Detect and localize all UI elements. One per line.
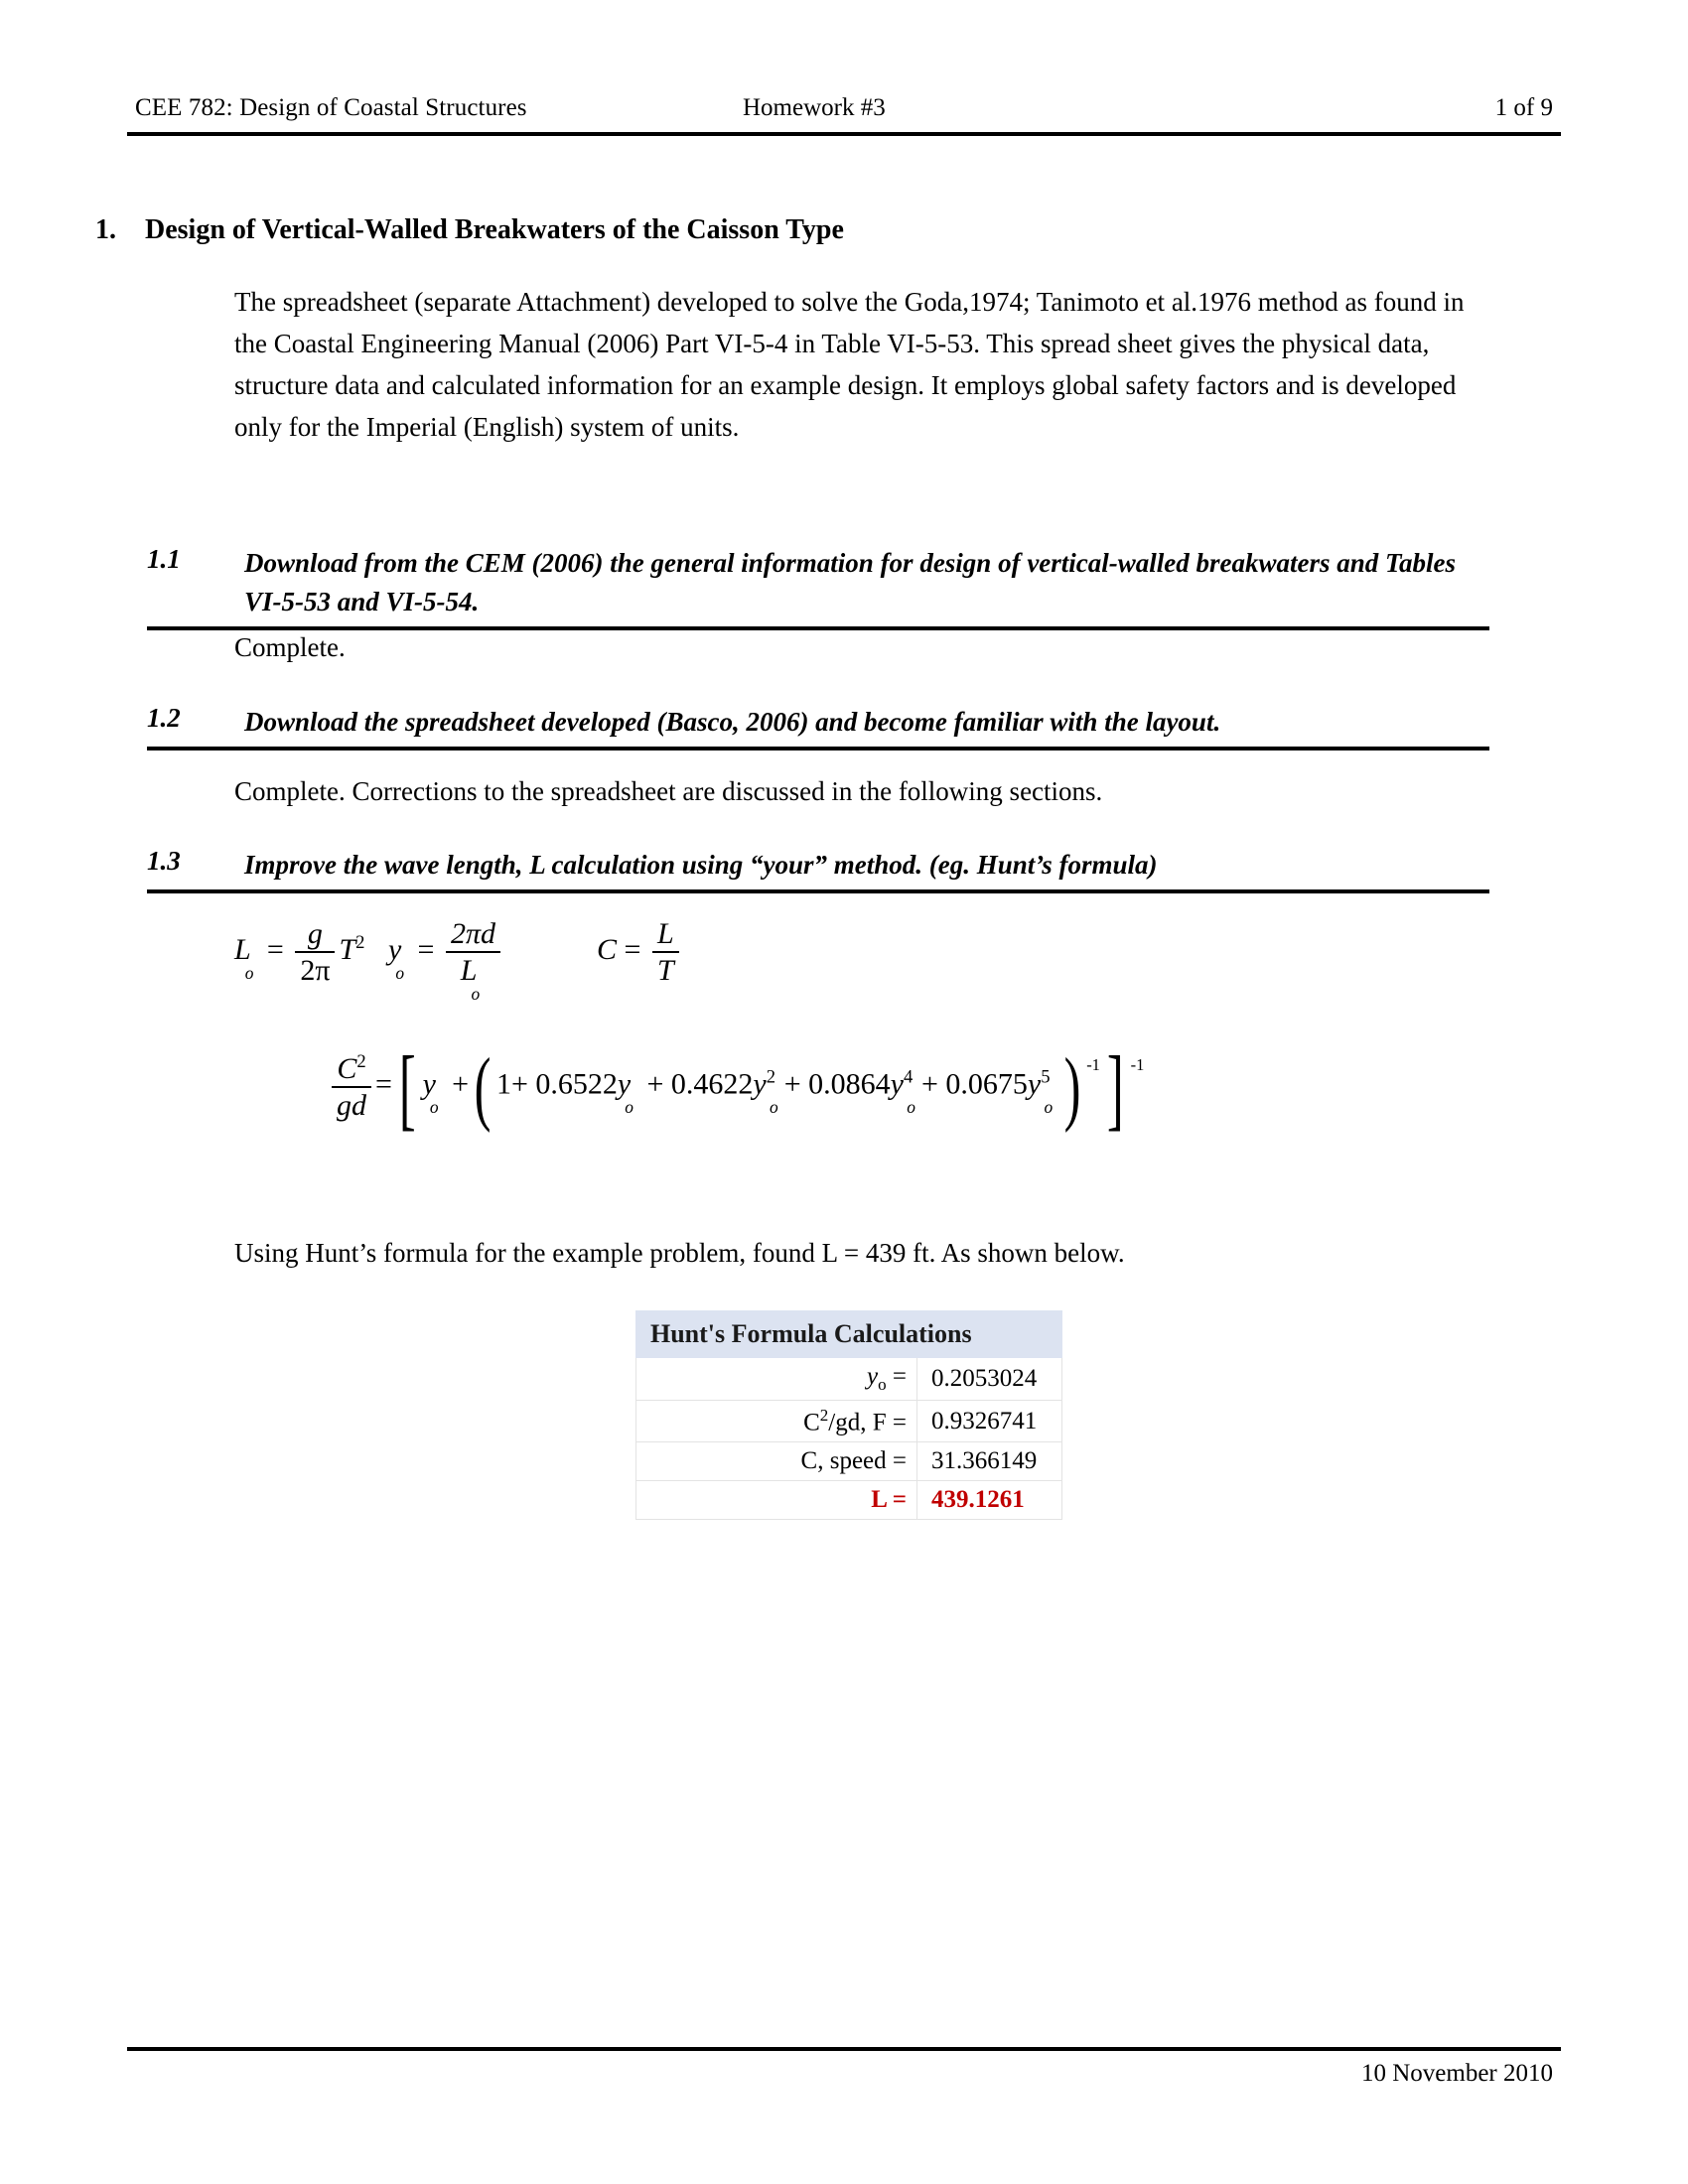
hunt-y-subscript: o <box>429 1097 439 1118</box>
hunt-term3-subscript: o <box>907 1097 915 1118</box>
calc-row-value-speed: 31.366149 <box>917 1442 1062 1481</box>
equation-wave-celerity <box>597 918 683 986</box>
eq2-frac-numerator: 2πd <box>446 918 500 953</box>
calc-row-label-speed: C, speed = <box>636 1442 917 1481</box>
equation-hunts-formula <box>328 1036 1145 1201</box>
eq1-frac-numerator: g <box>295 918 335 953</box>
hunt-term1-var: y <box>617 1067 632 1101</box>
header-page-number: 1 of 9 <box>1494 94 1553 121</box>
hunt-term1-subscript: o <box>625 1097 633 1118</box>
equation-relative-depth <box>388 917 504 1004</box>
eq1-fraction <box>295 918 335 986</box>
subsection-1-1-heading: Download from the CEM (2006) the general information for design of vertical-walled breakwaters and Tables VI-5-53 and VI-5-54. <box>244 548 1457 616</box>
equation-row <box>234 908 1466 1037</box>
calc-row-value-yo: 0.2053024 <box>917 1358 1062 1401</box>
calc-row-label-l: L = <box>636 1481 917 1520</box>
subsection-1-3-rule <box>147 889 1489 893</box>
hunt-term4-coefficient: + 0.0675 <box>920 1067 1028 1101</box>
eq1-lhs-var: L <box>234 932 251 966</box>
subsection-1-2-heading: Download the spreadsheet developed (Basco, 2006) and become familiar with the layout. <box>244 707 1221 737</box>
equation-deepwater-wavelength <box>234 918 364 986</box>
hunt-equals: = <box>375 1067 392 1101</box>
eq2-lhs-subscript: o <box>395 962 405 983</box>
subsection-1-3-body: Using Hunt’s formula for the example problem, found L = 439 ft. As shown below. <box>234 1238 1125 1268</box>
hunt-one: 1 <box>496 1067 511 1101</box>
table-row <box>636 1442 1062 1481</box>
eq2-frac-denominator <box>446 953 500 1004</box>
table-row <box>636 1358 1062 1401</box>
hunts-formula-calculation-table <box>635 1310 1062 1520</box>
hunt-term2-coefficient: + 0.4622 <box>646 1067 754 1101</box>
eq1-period-exponent: 2 <box>355 931 365 953</box>
calc-row-f-tail: /gd, F = <box>828 1409 907 1436</box>
eq1-frac-denominator: 2π <box>300 953 331 987</box>
hunt-paren-open: ( <box>474 1041 492 1135</box>
subsection-1-2-body: Complete. Corrections to the spreadsheet are discussed in the following sections. <box>234 776 1103 806</box>
calc-row-label-yo <box>636 1358 917 1401</box>
hunt-lhs-num-exponent: 2 <box>356 1051 366 1072</box>
subsection-1-3 <box>147 846 1489 893</box>
eq2-den-subscript: o <box>471 983 481 1004</box>
hunt-lhs-numerator <box>332 1052 371 1088</box>
section-number: 1. <box>95 214 116 245</box>
calc-row-yo-tail: = <box>886 1363 907 1390</box>
calc-row-value-l: 439.1261 <box>917 1481 1062 1520</box>
hunt-paren-exponent: -1 <box>1086 1055 1100 1075</box>
header-course-title: CEE 782: Design of Coastal Structures <box>135 94 527 121</box>
subsection-1-1-body: Complete. <box>234 632 346 662</box>
calc-row-yo-var: y <box>867 1363 879 1390</box>
calc-row-f-var: C <box>803 1409 820 1436</box>
hunt-bracket-close: ] <box>1106 1036 1124 1139</box>
hunt-term3-var: y <box>890 1067 904 1101</box>
table-row <box>636 1401 1062 1442</box>
eq2-den-var: L <box>460 953 478 987</box>
header-divider-rule <box>127 132 1561 136</box>
hunt-plus: + <box>452 1067 470 1101</box>
calc-table-head <box>636 1311 1062 1358</box>
subsection-1-1-number: 1.1 <box>147 544 181 574</box>
calc-row-yo-sub: o <box>878 1375 887 1394</box>
eq1-period-var: T <box>339 932 356 966</box>
subsection-1-3-number: 1.3 <box>147 846 181 876</box>
eq1-lhs-subscript: o <box>244 962 254 983</box>
calc-table-title: Hunt's Formula Calculations <box>636 1311 1062 1358</box>
section-title <box>95 214 1535 246</box>
calc-row-label-f <box>636 1401 917 1442</box>
subsection-1-2-number: 1.2 <box>147 703 181 733</box>
subsection-1-2 <box>147 703 1489 751</box>
footer-divider-rule <box>127 2047 1561 2051</box>
hunt-term4-exponent: 5 <box>1041 1066 1051 1088</box>
hunt-bracket-exponent: -1 <box>1130 1055 1145 1075</box>
subsection-1-3-heading: Improve the wave length, L calculation using “your” method. (eg. Hunt’s formula) <box>244 850 1158 880</box>
eq1-equals: = <box>266 932 284 966</box>
eq3-equals: = <box>624 932 641 966</box>
eq2-fraction <box>446 917 500 1004</box>
calc-table-header-row <box>636 1311 1062 1358</box>
eq3-frac-denominator: T <box>656 953 674 987</box>
hunt-bracket-open: [ <box>398 1036 416 1139</box>
intro-paragraph: The spreadsheet (separate Attachment) developed to solve the Goda,1974; Tanimoto et al.1976 method as found in the Coastal Engineering Manual (2006) Part VI-5-4 in Table VI-5-53. This spread sheet gives the physical data, structure data and calculated information for an example design. It employs global safety factors and is developed only for the Imperial (English) system of units. <box>234 287 1465 442</box>
hunt-lhs-denominator: gd <box>337 1088 366 1122</box>
hunt-term4-var: y <box>1027 1067 1042 1101</box>
hunt-term3-coefficient: + 0.0864 <box>783 1067 891 1101</box>
hunt-lhs-fraction <box>332 1052 371 1121</box>
eq2-equals: = <box>417 932 435 966</box>
running-footer <box>127 2060 1561 2088</box>
eq2-lhs-var: y <box>388 932 402 966</box>
subsection-1-2-rule <box>147 747 1489 751</box>
header-assignment: Homework #3 <box>743 94 886 121</box>
subsection-1-1 <box>147 544 1489 630</box>
calc-row-value-f: 0.9326741 <box>917 1401 1062 1442</box>
hunt-paren-close: ) <box>1063 1041 1081 1135</box>
hunt-term2-subscript: o <box>770 1097 778 1118</box>
hunt-term2-exponent: 2 <box>766 1066 775 1088</box>
hunt-lhs-num-var: C <box>337 1052 357 1085</box>
hunt-y-var: y <box>422 1067 436 1101</box>
eq3-frac-numerator: L <box>652 918 679 953</box>
hunt-term2-var: y <box>753 1067 767 1101</box>
eq3-lhs-var: C <box>597 932 618 966</box>
footer-date: 10 November 2010 <box>1360 2060 1553 2087</box>
section-title-text: Design of Vertical-Walled Breakwaters of the Caisson Type <box>145 214 844 245</box>
table-row-highlighted <box>636 1481 1062 1520</box>
hunt-term4-subscript: o <box>1044 1097 1054 1118</box>
hunt-term3-exponent: 4 <box>903 1066 914 1088</box>
calc-row-f-sup: 2 <box>819 1406 829 1425</box>
calc-table-body <box>636 1358 1062 1520</box>
hunt-term1-coefficient: + 0.6522 <box>511 1067 618 1101</box>
eq3-fraction <box>652 918 679 986</box>
